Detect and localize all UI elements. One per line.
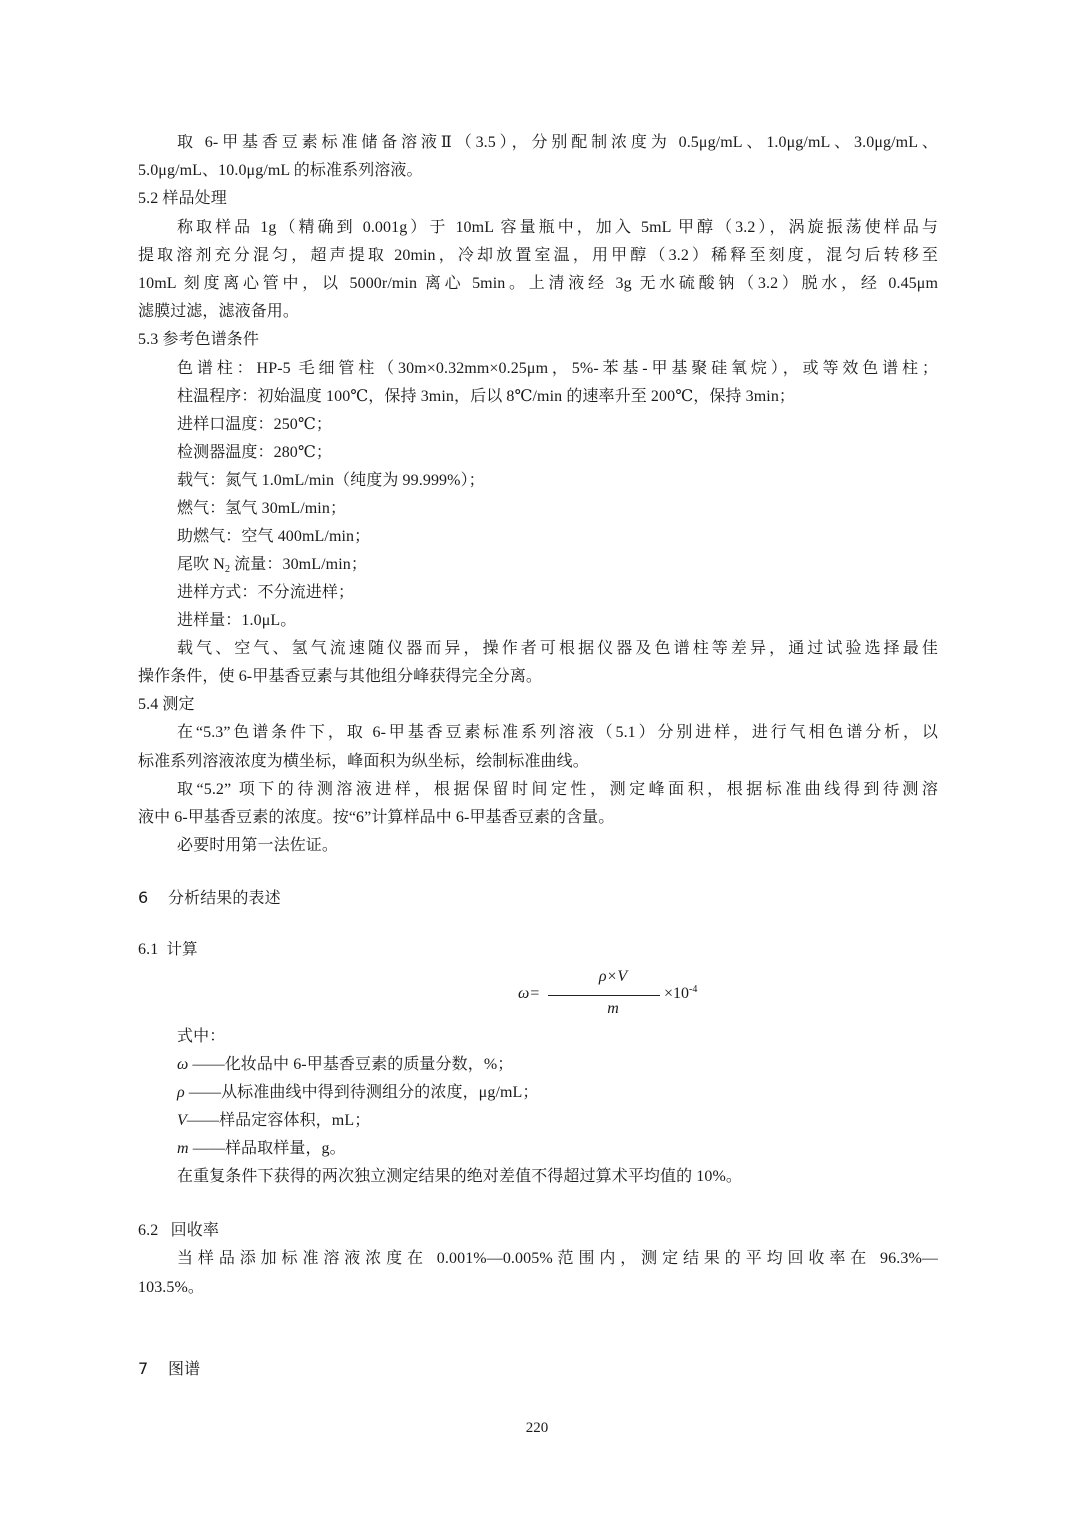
- tail-gas-prefix: 尾吹 N: [177, 556, 225, 573]
- paragraph-line: 取 6-甲基香豆素标准储备溶液Ⅱ（3.5），分别配制浓度为 0.5μg/mL、1.0μg/mL、3.0μg/mL、: [177, 134, 938, 151]
- condition-makeup-gas: [177, 554, 938, 576]
- section-heading-6: [138, 887, 938, 909]
- page-number: 220: [525, 1420, 549, 1436]
- condition-air: 助燃气：空气 400mL/min；: [177, 528, 371, 545]
- condition-injection-volume: 进样量：1.0μL。: [177, 612, 297, 629]
- section-heading-7: [138, 1358, 938, 1380]
- definition-v: V——样品定容体积，mL；: [177, 1112, 371, 1129]
- formula: [518, 968, 718, 1024]
- formula-numerator: ρ×V: [598, 968, 628, 985]
- condition-injection-mode: 进样方式：不分流进样；: [177, 584, 355, 601]
- condition-fuel-gas: 燃气：氢气 30mL/min；: [177, 500, 347, 517]
- formula-multiplier: $\times 10^{-4}$: [664, 984, 698, 1002]
- symbol: ρ: [177, 1084, 185, 1101]
- section-heading-5-3: 5.3 参考色谱条件: [138, 331, 260, 348]
- formula-exponent: -4: [689, 984, 698, 995]
- section-number: 6.2: [138, 1222, 159, 1239]
- section-title: 计算: [166, 940, 198, 958]
- section-title: 图谱: [168, 1359, 201, 1378]
- paragraph-line: 液中 6-甲基香豆素的浓度。按“6”计算样品中 6-甲基香豆素的含量。: [138, 809, 615, 826]
- paragraph-line: 标准系列溶液浓度为横坐标，峰面积为纵坐标，绘制标准曲线。: [138, 753, 589, 770]
- formula-denominator: m: [607, 1000, 619, 1017]
- section-heading-6-1: [138, 938, 938, 960]
- paragraph-line: 载气、空气、氢气流速随仪器而异，操作者可根据仪器及色谱柱等差异，通过试验选择最佳: [177, 640, 938, 657]
- condition-column: 色谱柱：HP-5 毛细管柱（30m×0.32mm×0.25μm，5%-苯基-甲基聚硅氧烷），或等效色谱柱；: [177, 360, 938, 377]
- condition-oven-program: 柱温程序：初始温度 100℃，保持 3min，后以 8℃/min 的速率升至 200℃，保持 3min；: [177, 388, 796, 405]
- section-number: 6: [138, 888, 149, 907]
- condition-carrier-gas: 载气：氮气 1.0mL/min（纯度为 99.999%）；: [177, 472, 485, 489]
- section-number: 7: [138, 1359, 149, 1378]
- section-title: 回收率: [170, 1222, 219, 1239]
- paragraph-line: 称取样品 1g（精确到 0.001g）于 10mL 容量瓶中，加入 5mL 甲醇（3.2），涡旋振荡使样品与: [177, 219, 938, 236]
- section-heading-6-2: [138, 1220, 938, 1242]
- condition-inlet-temp: 进样口温度：250℃；: [177, 416, 332, 433]
- symbol: ω: [177, 1056, 189, 1073]
- paragraph-line: 当样品添加标准溶液浓度在 0.001%—0.005%范围内，测定结果的平均回收率在 96.3%—: [177, 1250, 938, 1267]
- paragraph-line: 在“5.3”色谱条件下，取 6-甲基香豆素标准系列溶液（5.1）分别进样，进行气相色谱分析，以: [177, 724, 938, 741]
- formula-lhs: ω=: [518, 985, 541, 1002]
- paragraph-line: 必要时用第一法佐证。: [177, 837, 339, 854]
- paragraph-line: 取“5.2” 项下的待测溶液进样，根据保留时间定性，测定峰面积，根据标准曲线得到待测溶: [177, 781, 938, 798]
- definition-rho: ρ ——从标准曲线中得到待测组分的浓度，μg/mL；: [177, 1084, 539, 1101]
- condition-detector-temp: 检测器温度：280℃；: [177, 444, 332, 461]
- symbol: m: [177, 1140, 189, 1157]
- paragraph-line: 103.5%。: [138, 1279, 205, 1296]
- section-heading-5-2: 5.2 样品处理: [138, 190, 227, 207]
- paragraph-line: 提取溶剂充分混匀，超声提取 20min，冷却放置室温，用甲醇（3.2）稀释至刻度，混匀后转移至: [138, 247, 938, 264]
- paragraph-line: 滤膜过滤，滤液备用。: [138, 303, 300, 320]
- tail-gas-subscript: 2: [224, 564, 231, 575]
- section-title: 分析结果的表述: [168, 888, 281, 907]
- paragraph-line: 10mL 刻度离心管中，以 5000r/min 离心 5min。上清液经 3g 无水硫酸钠（3.2）脱水，经 0.45μm: [138, 275, 938, 292]
- section-heading-5-4: 5.4 测定: [138, 696, 195, 713]
- fraction-bar: [548, 995, 660, 996]
- paragraph-line: 操作条件，使 6-甲基香豆素与其他组分峰获得完全分离。: [138, 668, 543, 685]
- definition-m: m ——样品取样量，g。: [177, 1140, 346, 1157]
- repeatability-statement: 在重复条件下获得的两次独立测定结果的绝对差值不得超过算术平均值的 10%。: [177, 1168, 743, 1185]
- symbol: V: [177, 1112, 187, 1129]
- tail-gas-suffix: 流量：30mL/min；: [230, 556, 367, 573]
- paragraph-line: 5.0μg/mL、10.0μg/mL 的标准系列溶液。: [138, 162, 423, 179]
- where-label: 式中：: [177, 1028, 226, 1045]
- definition-omega: ω ——化妆品中 6-甲基香豆素的质量分数，%；: [177, 1056, 514, 1073]
- section-number: 6.1: [138, 941, 159, 958]
